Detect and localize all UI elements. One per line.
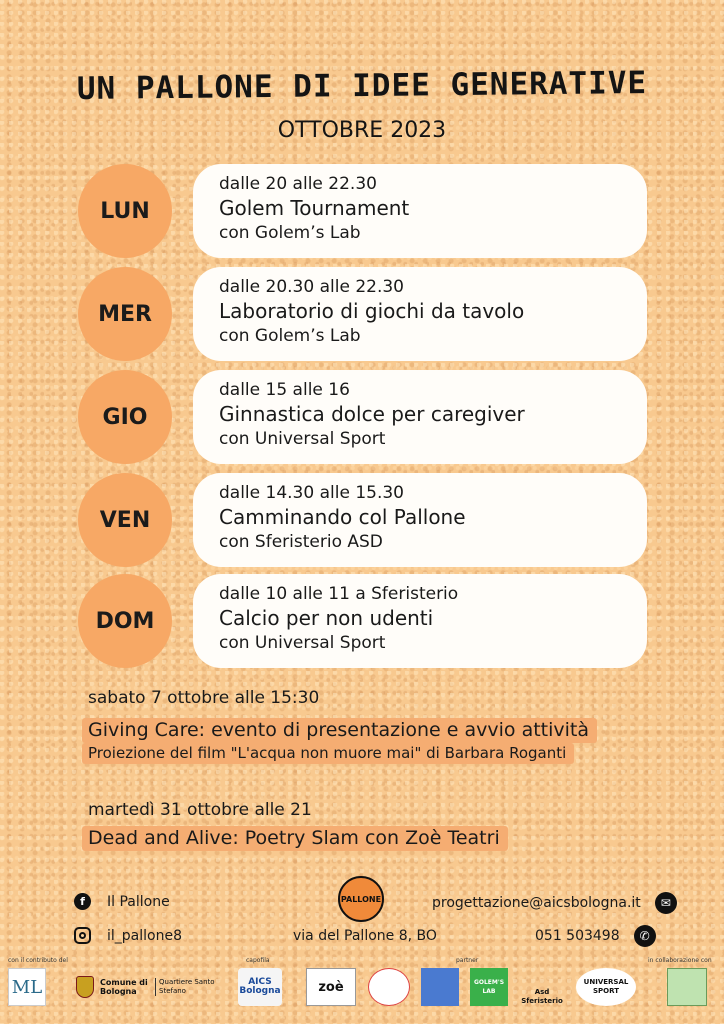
email-contact[interactable]: [432, 892, 677, 914]
activity-card: [193, 370, 647, 464]
zoe-logo: zoè: [306, 968, 356, 1006]
instagram-contact[interactable]: [74, 927, 182, 944]
event-title: Dead and Alive: Poetry Slam con Zoè Teatri: [82, 826, 508, 851]
event-highlight: [82, 826, 508, 851]
schedule-row: [0, 370, 724, 468]
activity-partner: con Golem’s Lab: [219, 223, 361, 243]
day-badge: LUN: [78, 164, 172, 258]
sferisterio-logo: Asd Sferisterio: [521, 988, 563, 1005]
event-highlight: [82, 718, 597, 764]
schedule-row: [0, 267, 724, 365]
ministry-logo: ML: [8, 968, 46, 1006]
email-address: progettazione@aicsbologna.it: [432, 895, 641, 911]
address: via del Pallone 8, BO: [293, 928, 437, 944]
activity-card: [193, 267, 647, 361]
blue-partner-logo: [421, 968, 459, 1006]
schedule-row: [0, 574, 724, 672]
activity-name: Camminando col Pallone: [219, 505, 466, 529]
day-badge: DOM: [78, 574, 172, 668]
activity-time: dalle 10 alle 11 a Sferisterio: [219, 584, 459, 604]
comune-logo: [76, 968, 226, 1006]
event-date: martedì 31 ottobre alle 21: [88, 800, 312, 820]
instagram-icon: [74, 927, 91, 944]
label-collaborazione: in collaborazione con: [648, 957, 712, 964]
universal-logo: UNIVERSAL SPORT: [576, 968, 636, 1006]
activity-name: Calcio per non udenti: [219, 606, 434, 630]
activity-name: Ginnastica dolce per caregiver: [219, 402, 525, 426]
comune-name: Comune di Bologna: [100, 978, 148, 996]
label-contributo: con il contributo del: [8, 957, 68, 964]
facebook-icon: f: [74, 893, 91, 910]
activity-partner: con Universal Sport: [219, 633, 386, 653]
phone-number: 051 503498: [535, 928, 620, 944]
activity-time: dalle 20 alle 22.30: [219, 174, 377, 194]
schedule-row: [0, 164, 724, 262]
activity-partner: con Universal Sport: [219, 429, 386, 449]
aics-logo: AICS Bologna: [238, 968, 282, 1006]
activity-card: [193, 473, 647, 567]
event-date: sabato 7 ottobre alle 15:30: [88, 688, 320, 708]
instagram-handle: il_pallone8: [107, 927, 182, 944]
mail-icon: ✉: [655, 892, 677, 914]
theatre-logo: [368, 968, 410, 1006]
activity-partner: con Sferisterio ASD: [219, 532, 383, 552]
day-badge: GIO: [78, 370, 172, 464]
activity-time: dalle 15 alle 16: [219, 380, 350, 400]
schedule-row: [0, 473, 724, 571]
activity-card: [193, 574, 647, 668]
activity-time: dalle 14.30 alle 15.30: [219, 483, 404, 503]
activity-partner: con Golem’s Lab: [219, 326, 361, 346]
golems-lab-logo: GOLEM'S LAB: [470, 968, 508, 1006]
activity-name: Laboratorio di giochi da tavolo: [219, 299, 525, 323]
poster-title: UN PALLONE DI IDEE GENERATIVE: [76, 65, 648, 107]
event-detail: Proiezione del film "L'acqua non muore mai" di Barbara Roganti: [82, 743, 574, 764]
activity-time: dalle 20.30 alle 22.30: [219, 277, 404, 297]
event-title: Giving Care: evento di presentazione e avvio attività: [82, 718, 597, 743]
phone-icon: ✆: [634, 925, 656, 947]
quartiere-name: Quartiere Santo Stefano: [155, 978, 215, 996]
phone-contact[interactable]: [535, 925, 656, 947]
pallone-logo: PALLONE: [338, 876, 384, 922]
poster-subtitle: OTTOBRE 2023: [277, 118, 447, 143]
day-badge: VEN: [78, 473, 172, 567]
collaborator-logo: [667, 968, 707, 1006]
facebook-contact[interactable]: [74, 893, 170, 910]
comune-crest-icon: [76, 976, 94, 998]
day-badge: MER: [78, 267, 172, 361]
activity-card: [193, 164, 647, 258]
activity-name: Golem Tournament: [219, 196, 410, 220]
facebook-handle: Il Pallone: [107, 893, 170, 910]
label-capofila: capofila: [246, 957, 270, 964]
label-partner: partner: [456, 957, 479, 964]
